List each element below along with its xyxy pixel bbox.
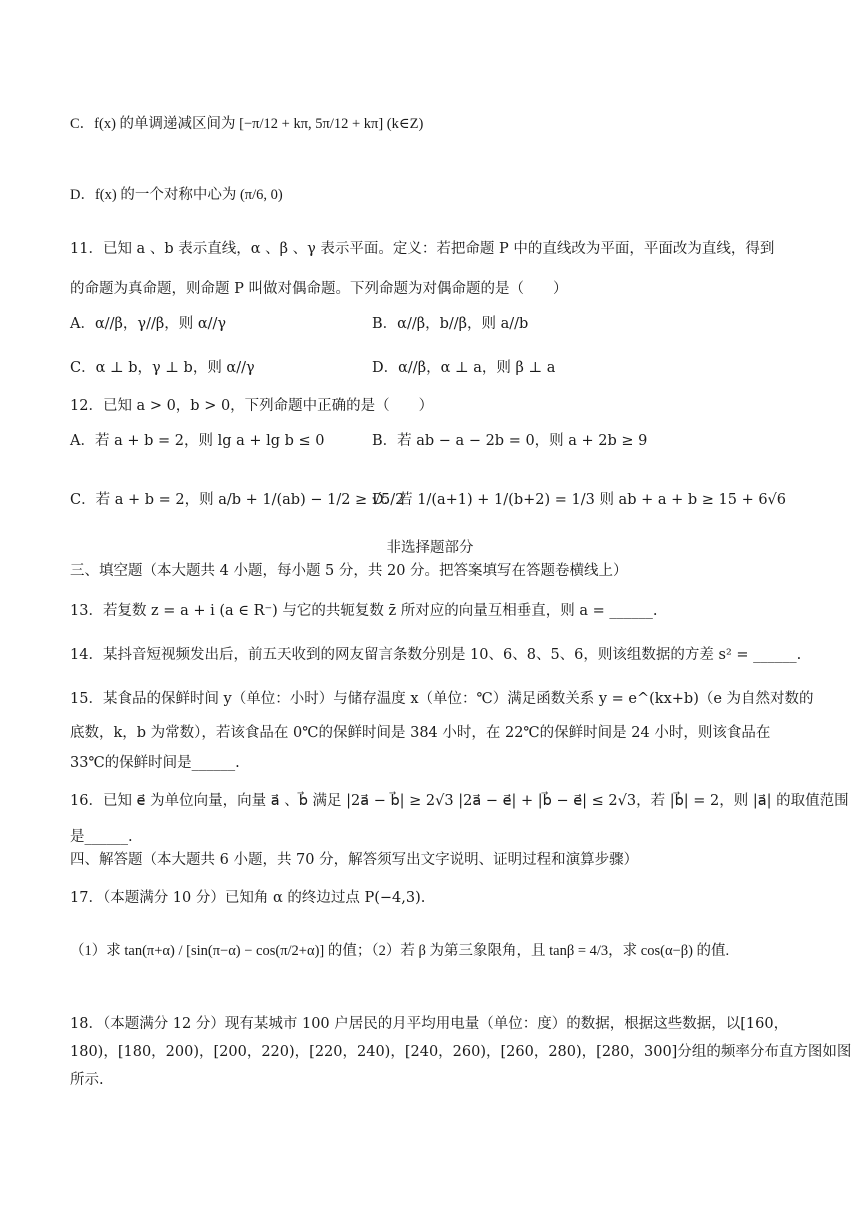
q10-option-c: C．f(x) 的单调递减区间为 [−π/12 + kπ, 5π/12 + kπ] (k∈Z) [70, 116, 424, 132]
q16-line2: 是______. [70, 829, 133, 845]
q12-option-row1 [70, 430, 800, 452]
q11-stem-line2: 的命题为真命题，则命题 P 叫做对偶命题。下列命题为对偶命题的是（ ） [70, 281, 568, 297]
q12-option-b: B．若 ab − a − 2b = 0，则 a + 2b ≥ 9 [372, 433, 648, 449]
q11-option-d: D．α//β，α ⊥ a，则 β ⊥ a [372, 360, 556, 376]
q12-stem: 12．已知 a > 0，b > 0，下列命题中正确的是（ ） [70, 398, 434, 414]
q15-line2: 底数，k，b 为常数），若该食品在 0℃的保鲜时间是 384 小时，在 22℃的保鲜时间是 24 小时，则该食品在 [70, 725, 771, 741]
q18-line2: 180)，[180，200)，[200，220)，[220，240)，[240，260)，[260，280)，[280，300]分组的频率分布直方图如图 [70, 1044, 852, 1060]
q11-stem-line1: 11．已知 a 、b 表示直线，α 、β 、γ 表示平面。定义：若把命题 P 中的直线改为平面，平面改为直线，得到 [70, 241, 775, 257]
q17-stem: 17．（本题满分 10 分）已知角 α 的终边过点 P(−4,3). [70, 890, 426, 906]
q11-option-b: B．α//β，b//β，则 a//b [372, 316, 529, 332]
q18-line1: 18．（本题满分 12 分）现有某城市 100 户居民的月平均用电量（单位：度）的数据，根据这些数据，以[160， [70, 1016, 789, 1032]
q12-option-c: C．若 a + b = 2，则 a/b + 1/(ab) − 1/2 ≥ √5/2 [70, 492, 405, 508]
q15-line1: 15．某食品的保鲜时间 y（单位：小时）与储存温度 x（单位：℃）满足函数关系 y = e^(kx+b)（e 为自然对数的 [70, 691, 814, 707]
q12-option-d: D．若 1/(a+1) + 1/(b+2) = 1/3 则 ab + a + b ≥ 15 + 6√6 [372, 492, 787, 508]
q11-option-c: C．α ⊥ b，γ ⊥ b，则 α//γ [70, 360, 255, 376]
q15-line3: 33℃的保鲜时间是______. [70, 755, 240, 771]
q11-option-row1 [70, 313, 800, 335]
q17-subquestions: （1）求 tan(π+α) / [sin(π−α) − cos(π/2+α)] 的值；（2）若 β 为第三象限角，且 tanβ = 4/3，求 cos(α−β) 的值. [70, 943, 730, 959]
q11-option-a: A．α//β，γ//β，则 α//γ [70, 316, 227, 332]
q12-option-a: A．若 a + b = 2，则 lg a + lg b ≤ 0 [70, 433, 325, 449]
section3-heading: 三、填空题（本大题共 4 小题，每小题 5 分，共 20 分。把答案填写在答题卷横线上） [70, 563, 628, 579]
q10-option-d: D．f(x) 的一个对称中心为 (π/6, 0) [70, 187, 283, 203]
q13: 13．若复数 z = a + i (a ∈ R⁻) 与它的共轭复数 z̄ 所对应的向量互相垂直，则 a = ______. [70, 603, 658, 619]
q16-line1: 16．已知 e⃗ 为单位向量，向量 a⃗ 、b⃗ 满足 |2a⃗ − b⃗| ≥ 2√3 |2a⃗ − e⃗| + |b⃗ − e⃗| ≤ 2√3，若 |b⃗| = 2，则 |a⃗| 的取值范围 [70, 793, 849, 809]
q11-option-row2 [70, 357, 800, 379]
q12-option-row2 [70, 489, 800, 511]
q18-line3: 所示. [70, 1072, 104, 1088]
q14: 14．某抖音短视频发出后，前五天收到的网友留言条数分别是 10、6、8、5、6，则该组数据的方差 s² = ______. [70, 647, 802, 663]
section-nonchoice-heading: 非选择题部分 [386, 540, 474, 556]
section4-heading: 四、解答题（本大题共 6 小题，共 70 分，解答须写出文字说明、证明过程和演算步骤） [70, 852, 639, 868]
